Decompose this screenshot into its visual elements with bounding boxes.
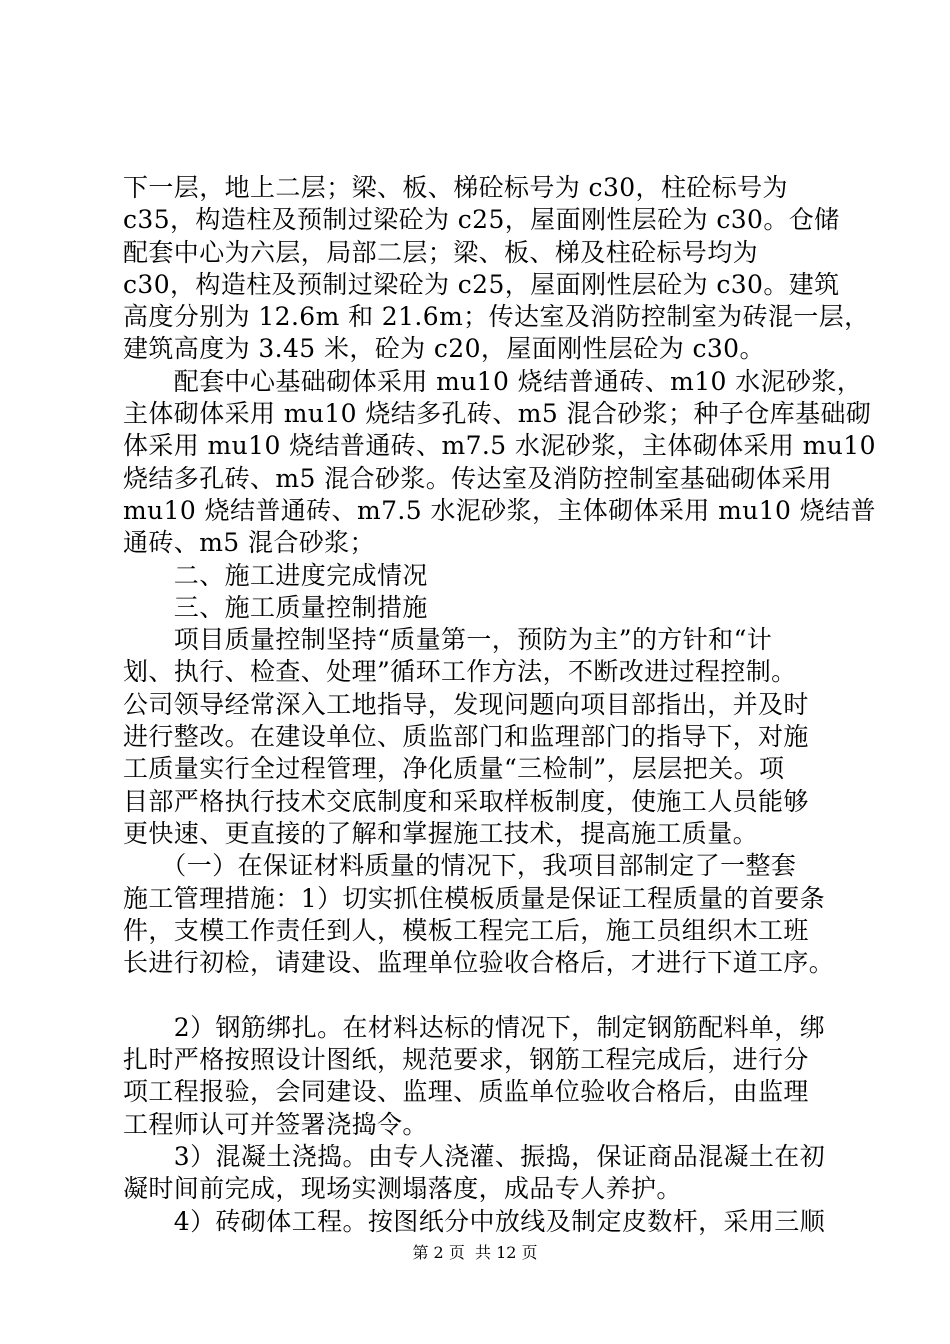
text-line: 配套中心基础砌体采用 mu10 烧结普通砖、m10 水泥砂浆， xyxy=(123,366,863,396)
text-line: 建筑高度为 3.45 米，砼为 c20，屋面刚性层砼为 c30。 xyxy=(123,334,765,364)
text-line: 高度分别为 12.6m 和 21.6m；传达室及消防控制室为砖混一层， xyxy=(123,302,870,332)
text-line: 公司领导经常深入工地指导，发现问题向项目部指出，并及时 xyxy=(123,689,809,719)
page-footer: 第 2 页 共 12 页 xyxy=(412,1243,538,1262)
text-line: 配套中心为六层，局部二层；梁、板、梯及柱砼标号均为 xyxy=(123,237,759,267)
text-line: 项工程报验，会同建设、监理、质监单位验收合格后，由监理 xyxy=(123,1077,809,1107)
text-line: 长进行初检，请建设、监理单位验收合格后，才进行下道工序。 xyxy=(123,948,835,978)
section-heading: 二、施工进度完成情况 xyxy=(123,560,428,590)
text-line: 2）钢筋绑扎。在材料达标的情况下，制定钢筋配料单，绑 xyxy=(123,1012,826,1042)
text-line: （一）在保证材料质量的情况下，我项目部制定了一整套 xyxy=(123,851,797,881)
body-text xyxy=(123,172,876,1238)
section-heading: 三、施工质量控制措施 xyxy=(123,592,428,622)
text-line: c30，构造柱及预制过梁砼为 c25，屋面刚性层砼为 c30。建筑 xyxy=(123,269,840,299)
text-line: 件，支模工作责任到人，模板工程完工后，施工员组织木工班 xyxy=(123,915,809,945)
text-line: mu10 烧结普通砖、m7.5 水泥砂浆，主体砌体采用 mu10 烧结普 xyxy=(123,495,876,525)
text-line: 主体砌体采用 mu10 烧结多孔砖、m5 混合砂浆；种子仓库基础砌 xyxy=(123,399,872,429)
text-line: 项目质量控制坚持“质量第一，预防为主”的方针和“计 xyxy=(123,625,773,655)
text-line: 下一层，地上二层；梁、板、梯砼标号为 c30，柱砼标号为 xyxy=(123,173,788,202)
text-line: 更快速、更直接的了解和掌握施工技术，提高施工质量。 xyxy=(123,818,759,848)
text-line: 划、执行、检查、处理”循环工作方法，不断改进过程控制。 xyxy=(123,657,797,687)
text-line: 凝时间前完成，现场实测塌落度，成品专人养护。 xyxy=(123,1174,682,1204)
blank-line xyxy=(123,979,853,1011)
text-line: 工程师认可并签署浇捣令。 xyxy=(123,1109,428,1139)
text-line: 通砖、m5 混合砂浆； xyxy=(123,528,375,558)
text-line: 3）混凝土浇捣。由专人浇灌、振捣，保证商品混凝土在初 xyxy=(123,1141,826,1171)
text-line: 体采用 mu10 烧结普通砖、m7.5 水泥砂浆，主体砌体采用 mu10 xyxy=(123,431,876,461)
text-line: 目部严格执行技术交底制度和采取样板制度，使施工人员能够 xyxy=(123,786,809,816)
text-line: 烧结多孔砖、m5 混合砂浆。传达室及消防控制室基础砌体采用 xyxy=(123,463,833,493)
text-line: 施工管理措施：1）切实抓住模板质量是保证工程质量的首要条 xyxy=(123,883,826,913)
text-line: c35，构造柱及预制过梁砼为 c25，屋面刚性层砼为 c30。仓储 xyxy=(123,205,840,235)
text-line: 4）砖砌体工程。按图纸分中放线及制定皮数杆，采用三顺 xyxy=(123,1206,826,1236)
text-line: 扎时严格按照设计图纸，规范要求，钢筋工程完成后，进行分 xyxy=(123,1045,809,1075)
text-line: 工质量实行全过程管理，净化质量“三检制”，层层把关。项 xyxy=(123,754,785,784)
text-line: 进行整改。在建设单位、质监部门和监理部门的指导下，对施 xyxy=(123,722,809,752)
